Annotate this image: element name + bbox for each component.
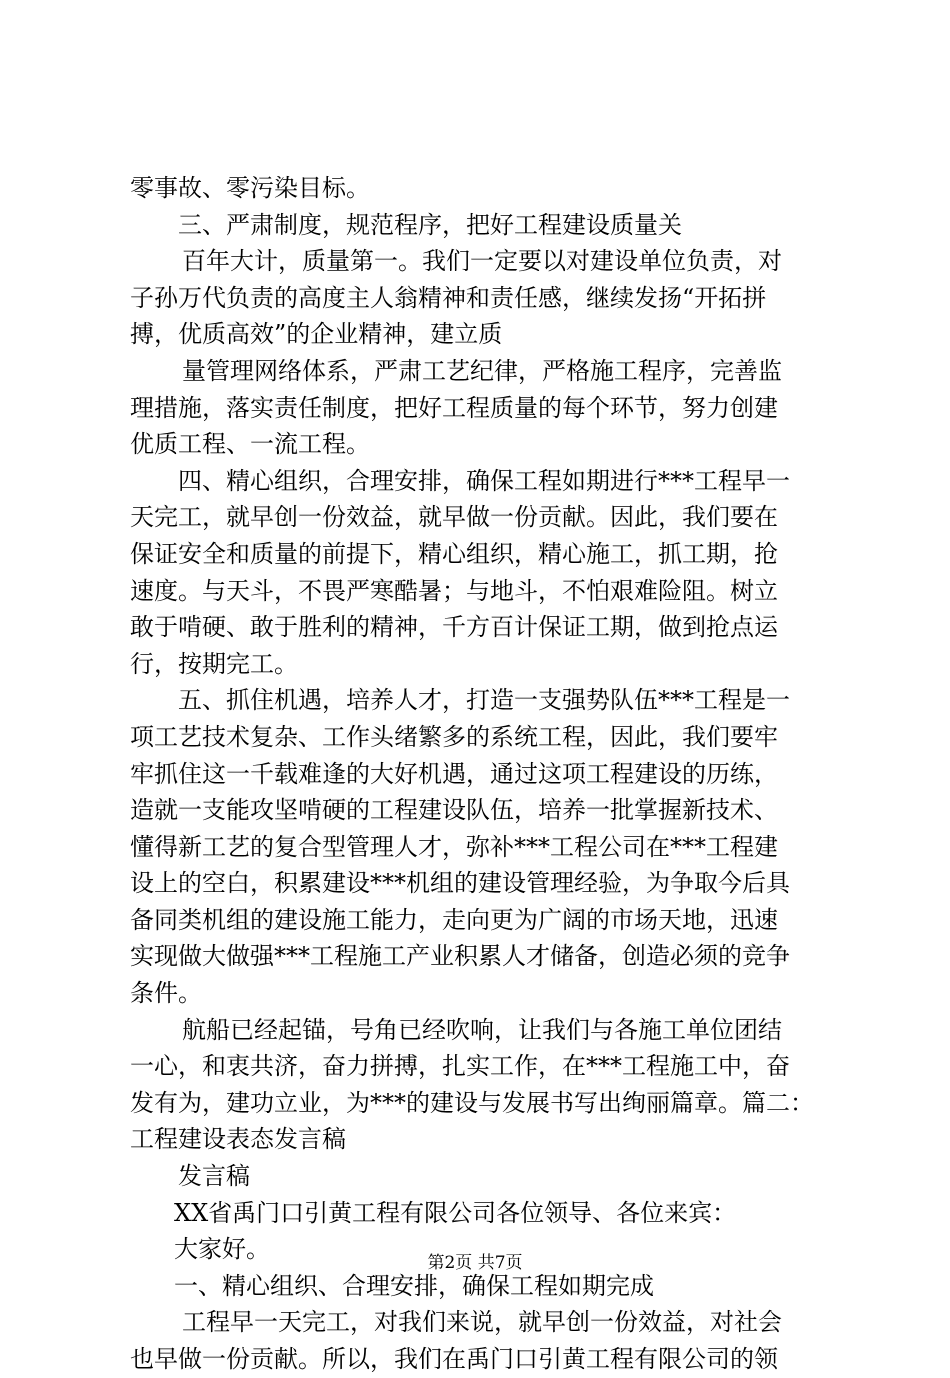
text-line: 懂得新工艺的复合型管理人才，弥补***工程公司在***工程建	[130, 832, 778, 861]
text-line: 工程建设表态发言稿	[130, 1125, 346, 1154]
text-line: 大家好。	[174, 1235, 270, 1264]
text-line: 零事故、零污染目标。	[130, 174, 370, 202]
section-heading: 一、精心组织、合理安排，确保工程如期完成	[174, 1271, 654, 1300]
text-line: 量管理网络体系，严肃工艺纪律，严格施工程序，完善监	[182, 356, 782, 385]
text-line: 也早做一份贡献。所以，我们在禹门口引黄工程有限公司的领	[130, 1345, 778, 1373]
document-body	[130, 170, 830, 1378]
text-line: 子孙万代负责的高度主人翁精神和责任感，继续发扬“开拓拼	[130, 283, 767, 312]
text-line: 条件。	[130, 979, 202, 1008]
section-heading: 三、严肃制度，规范程序，把好工程建设质量关	[178, 210, 682, 239]
text-line: 一心，和衷共济，奋力拼搏，扎实工作，在***工程施工中，奋	[130, 1052, 790, 1081]
text-line: 行，按期完工。	[130, 649, 298, 678]
text-line: 优质工程、一流工程。	[130, 430, 370, 459]
text-line: 理措施，落实责任制度，把好工程质量的每个环节，努力创建	[130, 393, 778, 422]
page-footer: 第2页 共7页	[427, 1253, 523, 1273]
text-line: 发有为，建功立业，为***的建设与发展书写出绚丽篇章。篇二：	[130, 1088, 814, 1117]
text-line: 造就一支能攻坚啃硬的工程建设队伍，培养一批掌握新技术、	[130, 796, 778, 825]
text-line: 航船已经起锚，号角已经吹响，让我们与各施工单位团结	[182, 1015, 782, 1044]
text-line: XX省禹门口引黄工程有限公司各位领导、各位来宾：	[174, 1198, 737, 1227]
text-line: 百年大计，质量第一。我们一定要以对建设单位负责，对	[182, 247, 782, 276]
text-line: 速度。与天斗，不畏严寒酷暑；与地斗，不怕艰难险阻。树立	[130, 576, 778, 605]
text-line: 项工艺技术复杂、工作头绪繁多的系统工程，因此，我们要牢	[130, 722, 778, 751]
text-line: 牢抓住这一千载难逢的大好机遇，通过这项工程建设的历练，	[130, 759, 778, 788]
text-line: 工程早一天完工，对我们来说，就早创一份效益，对社会	[182, 1308, 782, 1337]
text-line: 设上的空白，积累建设***机组的建设管理经验，为争取今后具	[130, 869, 790, 898]
text-line: 备同类机组的建设施工能力，走向更为广阔的市场天地，迅速	[130, 905, 778, 934]
text-line: 天完工，就早创一份效益，就早做一份贡献。因此，我们要在	[130, 503, 778, 532]
section-heading: 五、抓住机遇，培养人才，打造一支强势队伍***工程是一	[178, 686, 790, 715]
text-line: 实现做大做强***工程施工产业积累人才储备，创造必须的竞争	[130, 942, 790, 971]
text-line: 敢于啃硬、敢于胜利的精神，千方百计保证工期，做到抢点运	[130, 613, 778, 642]
text-line: 保证安全和质量的前提下，精心组织，精心施工，抓工期，抢	[130, 539, 778, 568]
text-line: 发言稿	[178, 1162, 250, 1191]
section-heading: 四、精心组织，合理安排，确保工程如期进行***工程早一	[178, 466, 790, 495]
text-line: 搏，优质高效”的企业精神，建立质	[130, 320, 503, 349]
